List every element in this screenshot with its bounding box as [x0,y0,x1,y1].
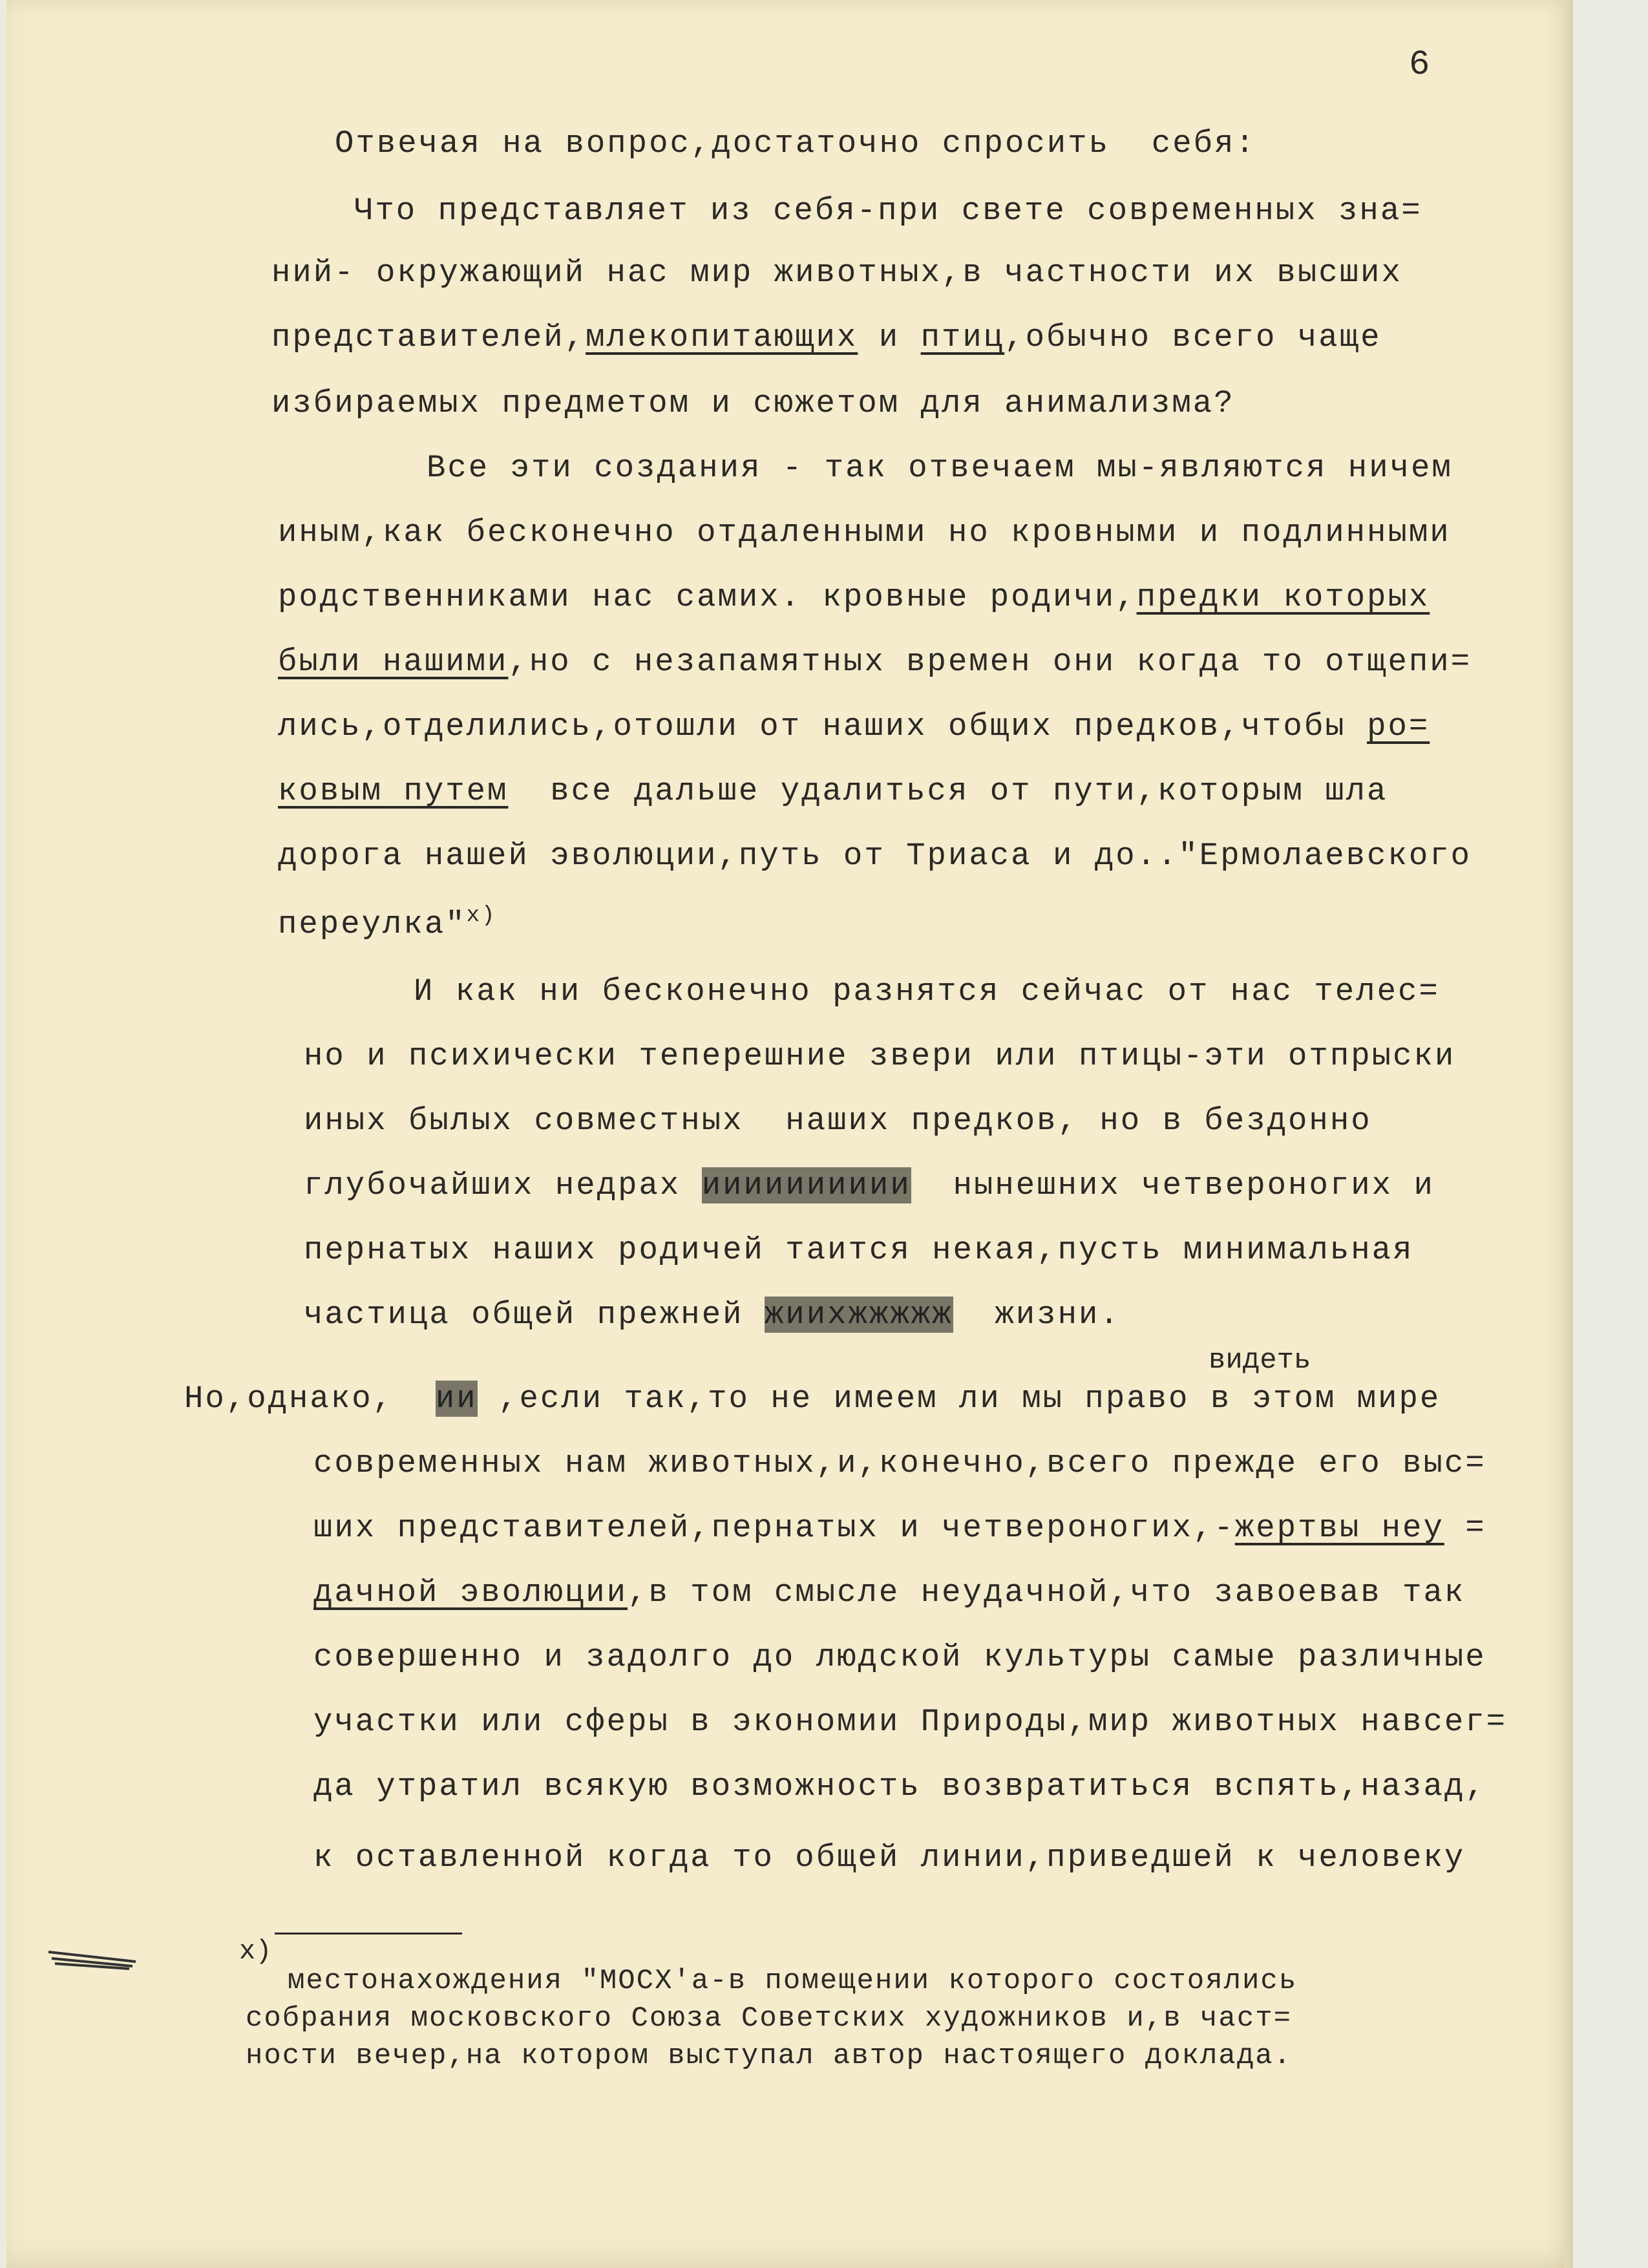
text-line: Отвечая на вопрос,достаточно спросить себя: [335,125,1256,162]
text-line: но и психически теперешние звери или птицы-эти отпрыски [304,1038,1456,1074]
underlined-phrase: были нашими [278,644,509,680]
struck-out-text: ии [435,1381,478,1417]
text-line: частица общей прежней жиихжжжжж жизни. [304,1297,1121,1333]
footnote-marker: х) [239,1936,272,1967]
text-line: были нашими,но с незапамятных времен они когда то отщепи= [278,644,1472,680]
underlined-phrase: дачной эволюции [313,1574,628,1611]
text-line: избираемых предметом и сюжетом для анимализма? [271,385,1235,421]
text-line: дачной эволюции,в том смысле неудачной,что завоевав так [313,1574,1466,1611]
text-line: ний- окружающий нас мир животных,в частности их высших [271,255,1402,291]
text-line: ших представителей,пернатых и четвероногих,-жертвы неу = [313,1510,1486,1546]
underlined-phrase: жертвы неу [1234,1510,1444,1546]
footnote-line: собрания московского Союза Советских художников и,в част= [246,2002,1293,2035]
text-line: представителей,млекопитающих и птиц,обычно всего чаще [271,319,1382,355]
underlined-phrase: млекопитающих [586,319,858,355]
text-line: родственниками нас самих. кровные родичи,предки которых [278,579,1430,615]
text-line: пернатых наших родичей таится некая,пусть минимальная [304,1232,1414,1268]
text-line: иных былых совместных наших предков, но в бездонно [304,1103,1372,1139]
text-line: Но,однако, ии ,если так,то не имеем ли мы право в этом мире [184,1381,1441,1417]
text-line: современных нам животных,и,конечно,всего прежде его выс= [313,1445,1486,1481]
underlined-phrase: ковым путем [278,773,509,809]
footnote-line: ности вечер,на котором выступал автор настоящего доклада. [246,2040,1293,2072]
text-line: лись,отделились,отошли от наших общих предков,чтобы ро= [278,708,1430,745]
text-line: переулка"$^{х)}$ [278,904,497,942]
text-line: совершенно и задолго до людской культуры самые различные [313,1639,1486,1675]
paper-edge [1564,0,1573,2268]
struck-out-text: жиихжжжжж [764,1297,953,1333]
underlined-phrase: предки которых [1136,579,1430,615]
text-line: дорога нашей эволюции,путь от Триаса и до.."Ермолаевского [278,838,1472,874]
text-line: ковым путем все дальше удалиться от пути,которым шла [278,773,1388,809]
underlined-phrase: ро= [1367,708,1430,745]
text-line: да утратил всякую возможность возвратиться вспять,назад, [313,1768,1486,1805]
text-line: глубочайших недрах ииииииииии нынешних четвероногих и [304,1167,1435,1203]
footnote-line: местонахождения "МОСХ'а-в помещении которого состоялись [288,1965,1298,1997]
text-line: к оставленной когда то общей линии,приведшей к человеку [313,1839,1466,1876]
text-line: иным,как бесконечно отдаленными но кровными и подлинными [278,514,1451,551]
footnote-reference: х) [466,904,497,928]
struck-out-text: ииииииииии [701,1167,911,1203]
page-number: 6 [1409,45,1430,85]
text-line: Что представляет из себя-при свете современных зна= [354,193,1422,229]
text-line: участки или сферы в экономии Природы,мир животных навсег= [313,1704,1508,1740]
text-line: И как ни бесконечно разнятся сейчас от нас телес= [414,973,1440,1010]
inserted-word: видеть [1209,1344,1311,1377]
text-line: Все эти создания - так отвечаем мы-являются ничем [427,450,1453,486]
footnote-separator [275,1933,462,1934]
underlined-phrase: птиц [920,319,1005,355]
margin-scribble-icon [45,1945,142,1971]
